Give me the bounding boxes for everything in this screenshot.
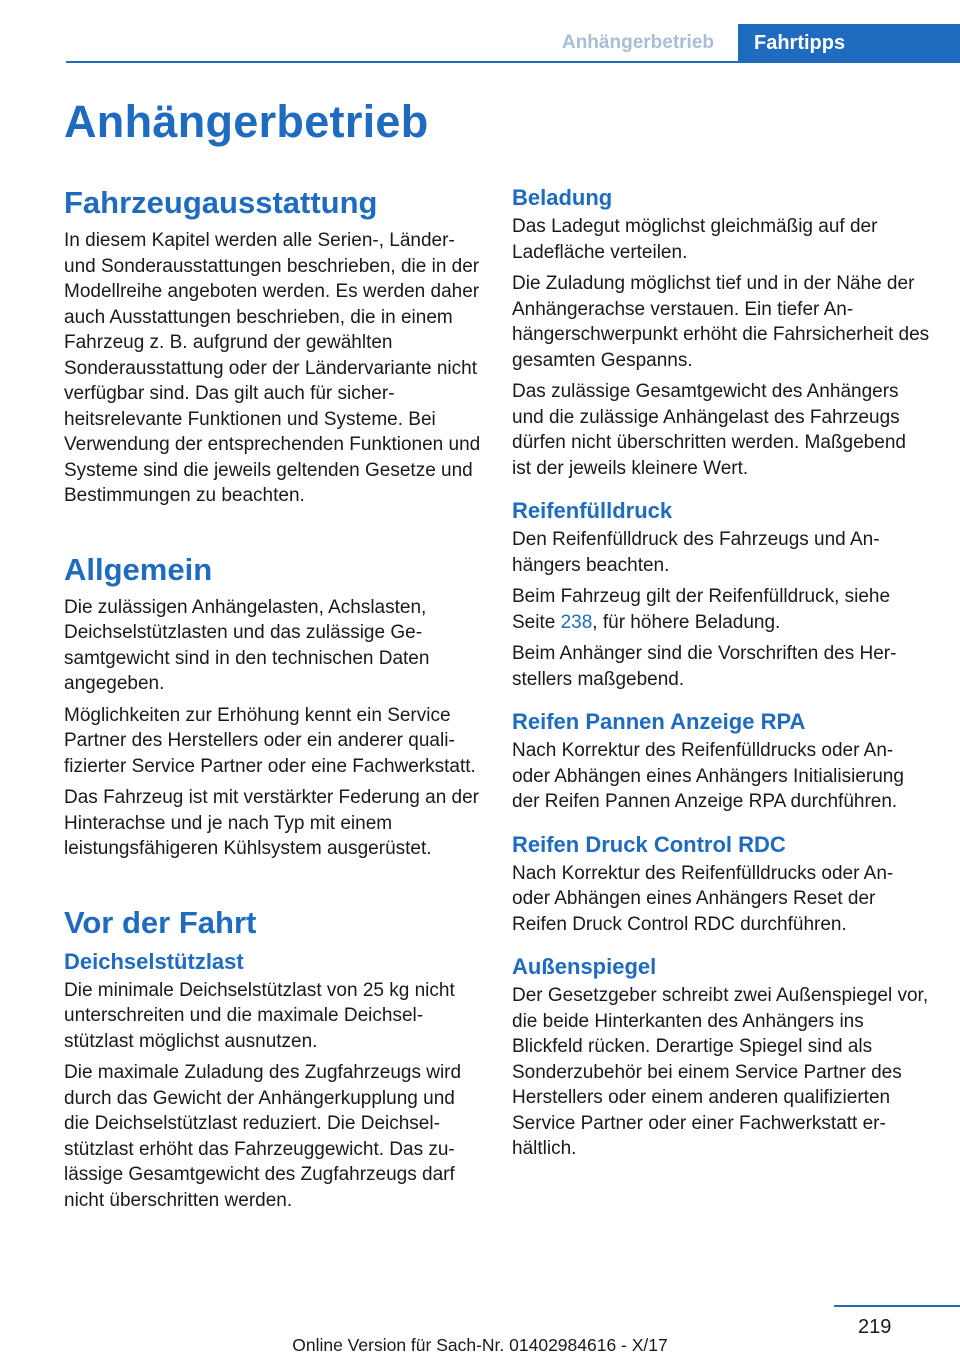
paragraph: Die maximale Zuladung des Zugfahrzeugs wird durch das Gewicht der Anhängerkupplung und die Deichselstützlast reduziert. Die Deichselstützlast erhöht das Fahrzeuggewicht. Das zulässige Gesamtgewicht des Zugfahrzeugs darf nicht überschritten werden. [64, 1062, 462, 1211]
subheading-drawbar-load: Deichselstützlast [64, 948, 244, 974]
subheading-tire-pressure: Reifenfülldruck [512, 498, 673, 523]
text: , für höhere Beladung. [592, 611, 781, 633]
left-column [64, 184, 482, 1219]
footer-text: Online Version für Sach-Nr. 01402984616 - X/17 [292, 1335, 668, 1355]
paragraph-with-link [512, 584, 930, 635]
chapter-tab: Fahrtipps [738, 24, 960, 62]
text: Beim Fahrzeug gilt der Reifenfülldruck, siehe Seite [512, 586, 891, 633]
section-tab: Anhängerbetrieb [561, 32, 715, 53]
paragraph: Möglichkeiten zur Erhöhung kennt ein Service Partner des Herstellers oder ein anderer qualifizierter Service Partner oder eine Fachwerkstatt. [64, 704, 476, 777]
subheading-loading: Beladung [512, 185, 613, 210]
page-number: 219 [858, 1316, 892, 1338]
footer-divider [834, 1305, 960, 1307]
paragraph: Den Reifenfülldruck des Fahrzeugs und Anhängers beachten. [512, 529, 880, 576]
paragraph: Beim Anhänger sind die Vorschriften des Herstellers maßgebend. [512, 643, 897, 690]
paragraph: Die minimale Deichselstützlast von 25 kg nicht unterschreiten und die maximale Deichselstützlast möglichst ausnutzen. [64, 979, 455, 1052]
paragraph: Das Ladegut möglichst gleichmäßig auf der Ladefläche verteilen. [512, 216, 878, 263]
paragraph: Nach Korrektur des Reifenfülldrucks oder An- oder Abhängen eines Anhängers Reset der Reifen Druck Control RDC durchführen. [512, 862, 894, 935]
heading-equipment: Fahrzeugausstattung [64, 185, 378, 220]
paragraph: Der Gesetzgeber schreibt zwei Außenspiegel vor, die beide Hinterkanten des Anhängers ins Blickfeld rücken. Derartige Spiegel sind als Sonderzubehör bei einem Service Partner des Herstellers oder einem anderen qualifizierten Service Partner oder einer Fachwerkstatt erhältlich. [512, 985, 929, 1159]
header-tabs [538, 24, 960, 62]
paragraph: Nach Korrektur des Reifenfülldrucks oder An- oder Abhängen eines Anhängers Initialisierung der Reifen Pannen Anzeige RPA durchführen. [512, 740, 904, 812]
header-divider [66, 61, 960, 63]
right-column [512, 184, 930, 1168]
paragraph: In diesem Kapitel werden alle Serien-, Länder- und Sonderausstattungen beschrieben, die in der Modellreihe angeboten werden. Es werden daher auch Ausstattungen beschrieben, die in einem Fahrzeug z. B. aufgrund der gewählten Sonderausstattung oder der Ländervariante nicht verfügbar sind. Das gilt auch für sicherheitsrelevante Funktionen und Systeme. Bei Verwendung der entsprechenden Funktionen und Systeme sind die jeweils geltenden Gesetze und Bestimmungen zu beachten. [64, 230, 481, 506]
heading-general: Allgemein [64, 551, 213, 587]
paragraph: Das Fahrzeug ist mit verstärkter Federung an der Hinterachse und je nach Typ mit einem leistungsfähigeren Kühlsystem ausgerüstet. [64, 787, 480, 859]
paragraph: Die Zuladung möglichst tief und in der Nähe der Anhängerachse verstauen. Ein tiefer Anhängerschwerpunkt erhöht die Fahrsicherheit des gesamten Gespanns. [512, 273, 930, 371]
paragraph: Die zulässigen Anhängelasten, Achslasten, Deichselstützlasten und das zulässige Gesamtgewicht sind in den technischen Daten angegeben. [64, 596, 430, 694]
subheading-rdc: Reifen Druck Control RDC [512, 831, 786, 857]
paragraph: Das zulässige Gesamtgewicht des Anhängers und die zulässige Anhängelast des Fahrzeugs dürfen nicht überschritten werden. Maßgebend ist der jeweils kleinere Wert. [512, 381, 906, 479]
heading-before-drive: Vor der Fahrt [64, 904, 257, 940]
subheading-rpa: Reifen Pannen Anzeige RPA [512, 709, 806, 734]
page-link-238[interactable]: 238 [560, 611, 593, 633]
subheading-mirrors: Außenspiegel [512, 954, 657, 979]
page-title: Anhängerbetrieb [64, 96, 429, 147]
